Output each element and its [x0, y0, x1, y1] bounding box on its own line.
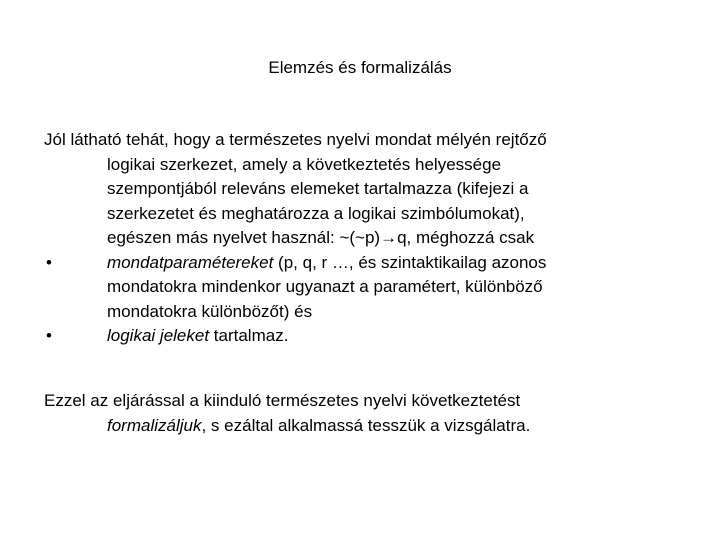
text-line — [44, 414, 704, 439]
paragraph-analysis — [44, 128, 704, 349]
paragraph-formalization — [44, 389, 704, 438]
text-line: szempontjából releváns elemeket tartalmazza (kifejezi a — [107, 179, 529, 198]
italic-term: logikai jeleket — [107, 326, 210, 345]
text-line: egészen más nyelvet használ: ~(~p)→q, méghozzá csak — [107, 228, 535, 247]
italic-term: formalizáljuk — [107, 415, 202, 435]
bullet-text: (p, q, r …, és szintaktikailag azonos — [273, 252, 547, 272]
text-line: Ezzel az eljárással a kiinduló természetes nyelvi következtetést — [44, 391, 521, 410]
bullet-icon: • — [46, 326, 52, 345]
text-line: mondatokra mindenkor ugyanazt a paramétert, különböző — [107, 277, 543, 296]
text-line: Jól látható tehát, hogy a természetes nyelvi mondat mélyén rejtőző — [44, 130, 547, 149]
text-line: szerkezetet és meghatározza a logikai szimbólumokat), — [107, 203, 525, 223]
slide-title: Elemzés és formalizálás — [268, 58, 452, 77]
text-fragment: , s ezáltal alkalmassá tesszük a vizsgálatra. — [201, 415, 531, 435]
text-line: mondatokra különbözőt) és — [107, 301, 313, 321]
bullet-icon: • — [46, 252, 52, 272]
bullet-item-parameters — [44, 251, 704, 276]
italic-term: mondatparamétereket — [107, 252, 274, 272]
bullet-item-logical-signs — [44, 324, 704, 349]
bullet-text: tartalmaz. — [209, 326, 289, 345]
text-line: logikai szerkezet, amely a következtetés helyessége — [107, 154, 502, 174]
